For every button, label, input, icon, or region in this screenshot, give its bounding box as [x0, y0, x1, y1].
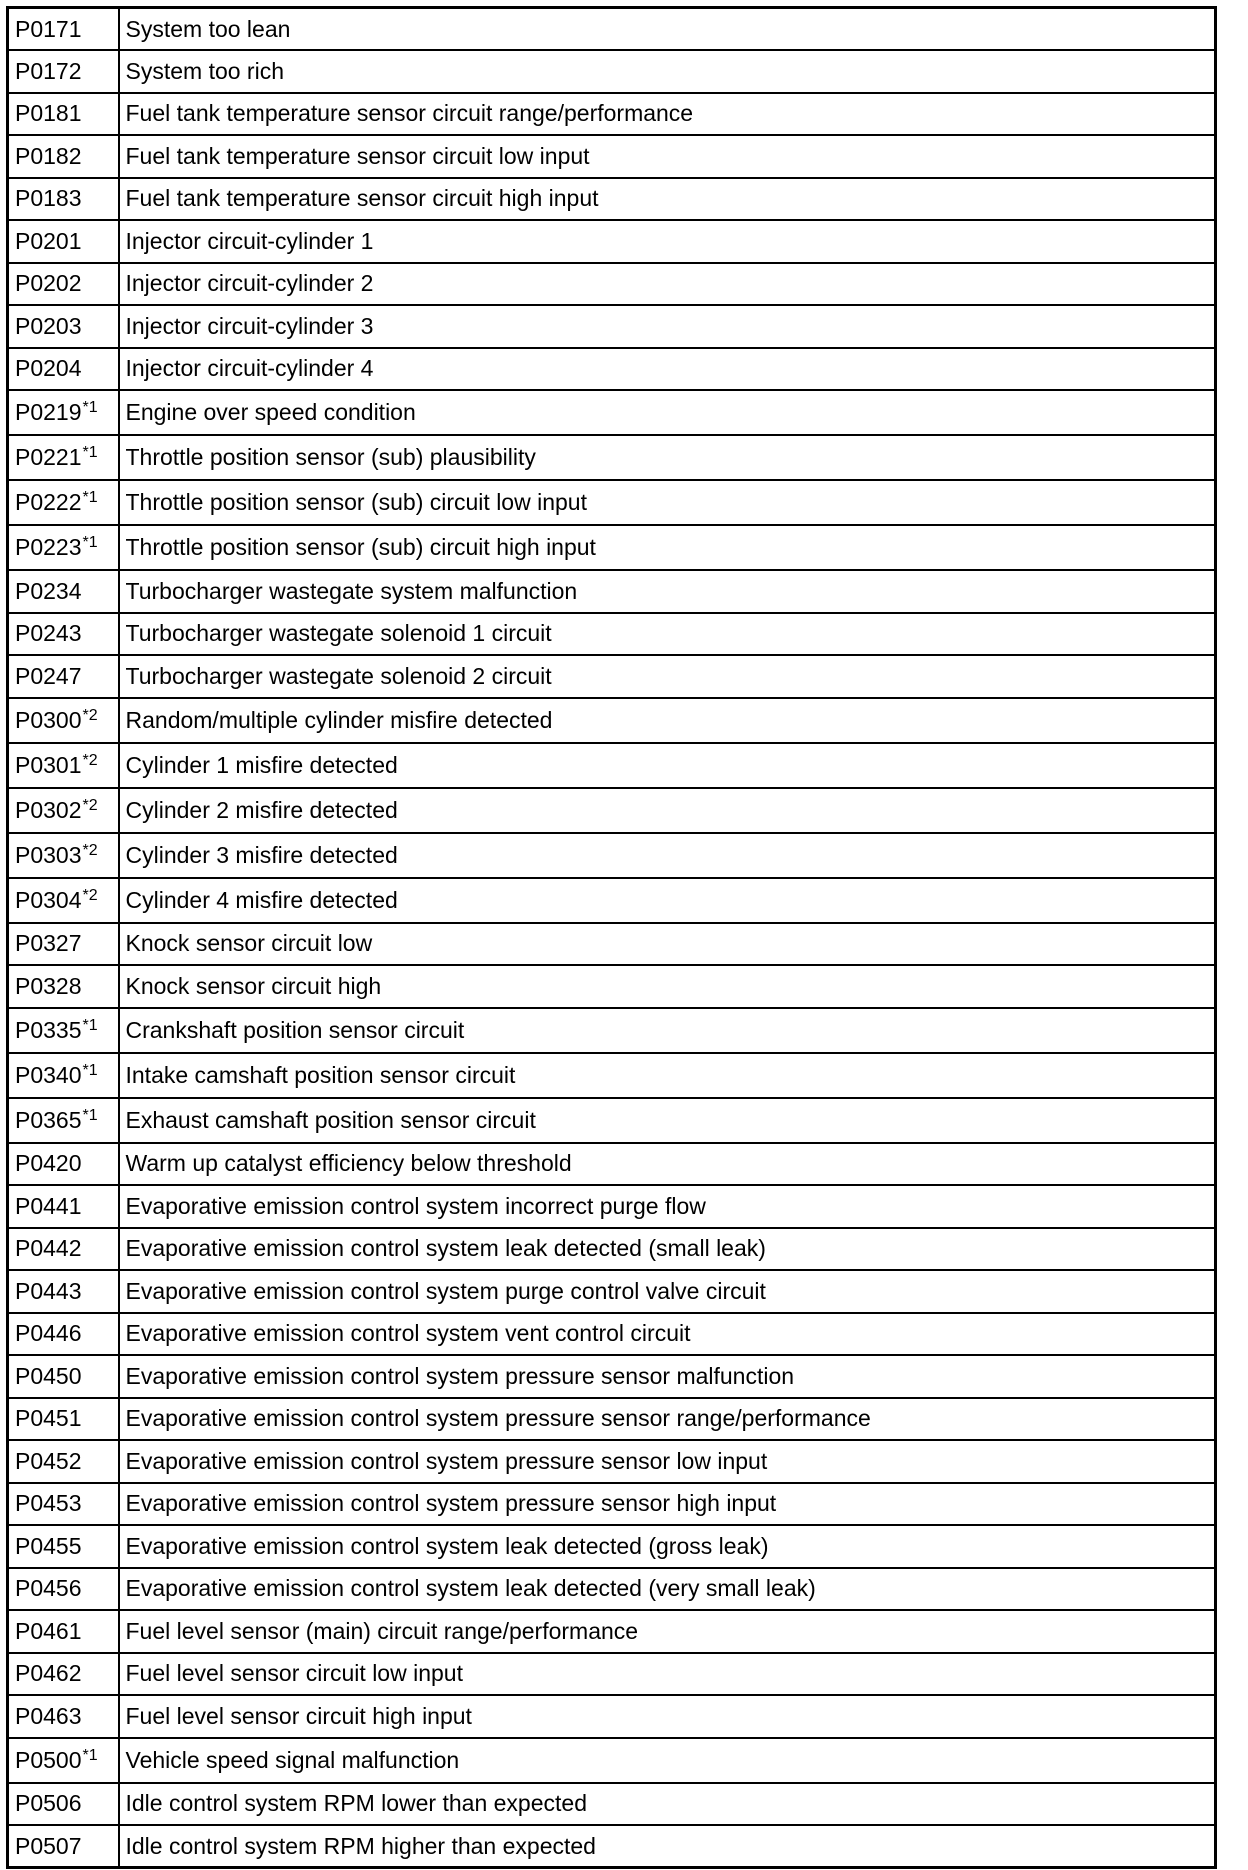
table-row	[8, 965, 1216, 1008]
dtc-code: P0500	[15, 1746, 82, 1773]
dtc-code-cell	[8, 743, 119, 788]
footnote-marker: *1	[82, 489, 98, 506]
dtc-code-cell	[8, 570, 119, 613]
dtc-description: Evaporative emission control system purge control valve circuit	[119, 1270, 1216, 1313]
dtc-table	[6, 6, 1217, 1869]
footnote-marker: *1	[82, 1016, 98, 1034]
dtc-code: P0221	[15, 444, 82, 470]
dtc-description: Intake camshaft position sensor circuit	[119, 1053, 1216, 1098]
dtc-code: P0201	[15, 227, 82, 254]
dtc-code-cell	[8, 1228, 119, 1271]
table-row	[8, 1270, 1216, 1313]
dtc-code: P0203	[15, 312, 82, 339]
dtc-code-cell	[8, 305, 119, 348]
dtc-code-cell	[8, 1008, 119, 1053]
footnote-marker: *2	[82, 886, 98, 904]
dtc-code-cell	[8, 1568, 119, 1611]
dtc-description: Cylinder 1 misfire detected	[119, 743, 1216, 788]
footnote-marker: *1	[82, 444, 98, 461]
dtc-code: P0462	[15, 1660, 82, 1687]
table-row	[8, 1313, 1216, 1356]
table-row	[8, 305, 1216, 348]
table-row	[8, 435, 1216, 480]
footnote-marker: *1	[82, 534, 98, 551]
dtc-code: P0247	[15, 662, 82, 689]
dtc-description: Fuel level sensor circuit high input	[119, 1695, 1216, 1738]
table-row	[8, 1568, 1216, 1611]
dtc-code: P0304	[15, 886, 82, 913]
footnote-marker: *2	[82, 796, 98, 814]
dtc-code-cell	[8, 833, 119, 878]
dtc-code-cell	[8, 1483, 119, 1526]
dtc-code: P0181	[15, 100, 82, 127]
dtc-code-cell	[8, 8, 119, 51]
dtc-code-cell	[8, 135, 119, 178]
footnote-marker: *1	[82, 1106, 98, 1124]
dtc-description: Throttle position sensor (sub) circuit low input	[119, 480, 1216, 525]
dtc-description: Exhaust camshaft position sensor circuit	[119, 1098, 1216, 1143]
dtc-code-cell	[8, 1313, 119, 1356]
dtc-code: P0365	[15, 1106, 82, 1133]
dtc-description: Turbocharger wastegate solenoid 2 circuit	[119, 655, 1216, 698]
dtc-description: Turbocharger wastegate system malfunction	[119, 570, 1216, 613]
table-row	[8, 1825, 1216, 1868]
dtc-code: P0219	[15, 399, 82, 425]
dtc-code-cell	[8, 348, 119, 391]
dtc-code-cell	[8, 480, 119, 525]
dtc-code: P0234	[15, 577, 82, 604]
table-row	[8, 1738, 1216, 1783]
dtc-code: P0456	[15, 1575, 82, 1602]
dtc-code-cell	[8, 1270, 119, 1313]
dtc-code: P0171	[15, 15, 82, 42]
table-row	[8, 263, 1216, 306]
dtc-code-cell	[8, 390, 119, 435]
dtc-code: P0506	[15, 1790, 82, 1817]
table-row	[8, 220, 1216, 263]
dtc-description: Cylinder 4 misfire detected	[119, 878, 1216, 923]
dtc-code: P0182	[15, 142, 82, 169]
dtc-description: Vehicle speed signal malfunction	[119, 1738, 1216, 1783]
dtc-code-cell	[8, 50, 119, 93]
table-row	[8, 1440, 1216, 1483]
dtc-description: Crankshaft position sensor circuit	[119, 1008, 1216, 1053]
dtc-description: Evaporative emission control system leak detected (small leak)	[119, 1228, 1216, 1271]
table-row	[8, 1398, 1216, 1441]
table-row	[8, 1783, 1216, 1826]
dtc-code-cell	[8, 788, 119, 833]
table-row	[8, 1098, 1216, 1143]
footnote-marker: *2	[82, 706, 98, 724]
dtc-code-cell	[8, 613, 119, 656]
dtc-description: Idle control system RPM lower than expected	[119, 1783, 1216, 1826]
table-row	[8, 525, 1216, 570]
table-row	[8, 1483, 1216, 1526]
dtc-code: P0443	[15, 1277, 82, 1304]
dtc-description: Evaporative emission control system incorrect purge flow	[119, 1185, 1216, 1228]
footnote-marker: *2	[82, 751, 98, 769]
dtc-code: P0335	[15, 1016, 82, 1043]
dtc-description: Fuel tank temperature sensor circuit high input	[119, 178, 1216, 221]
dtc-description: Injector circuit-cylinder 2	[119, 263, 1216, 306]
dtc-description: Evaporative emission control system leak detected (very small leak)	[119, 1568, 1216, 1611]
dtc-code: P0204	[15, 355, 82, 382]
dtc-description: Turbocharger wastegate solenoid 1 circuit	[119, 613, 1216, 656]
table-row	[8, 93, 1216, 136]
dtc-code: P0461	[15, 1617, 82, 1644]
dtc-code-cell	[8, 965, 119, 1008]
dtc-description: Fuel level sensor (main) circuit range/performance	[119, 1610, 1216, 1653]
dtc-code-cell	[8, 93, 119, 136]
table-row	[8, 788, 1216, 833]
dtc-code-cell	[8, 1053, 119, 1098]
dtc-code-cell	[8, 698, 119, 743]
dtc-code-cell	[8, 435, 119, 480]
dtc-description: Knock sensor circuit high	[119, 965, 1216, 1008]
dtc-code: P0340	[15, 1061, 82, 1088]
dtc-code-cell	[8, 1355, 119, 1398]
table-row	[8, 1653, 1216, 1696]
table-row	[8, 1228, 1216, 1271]
dtc-code: P0453	[15, 1490, 82, 1517]
dtc-code-cell	[8, 1825, 119, 1868]
table-row	[8, 698, 1216, 743]
dtc-code-cell	[8, 1653, 119, 1696]
dtc-description: Throttle position sensor (sub) plausibility	[119, 435, 1216, 480]
dtc-description: Injector circuit-cylinder 4	[119, 348, 1216, 391]
dtc-code: P0172	[15, 57, 82, 84]
table-row	[8, 1143, 1216, 1186]
table-row	[8, 1525, 1216, 1568]
table-row	[8, 655, 1216, 698]
dtc-code: P0450	[15, 1362, 82, 1389]
table-row	[8, 1185, 1216, 1228]
dtc-description: Fuel level sensor circuit low input	[119, 1653, 1216, 1696]
dtc-description: Fuel tank temperature sensor circuit low input	[119, 135, 1216, 178]
dtc-code-cell	[8, 1185, 119, 1228]
dtc-description: Injector circuit-cylinder 1	[119, 220, 1216, 263]
dtc-description: Evaporative emission control system pressure sensor range/performance	[119, 1398, 1216, 1441]
dtc-description: Injector circuit-cylinder 3	[119, 305, 1216, 348]
dtc-code-cell	[8, 923, 119, 966]
dtc-code: P0243	[15, 620, 82, 647]
dtc-code-cell	[8, 1440, 119, 1483]
table-row	[8, 743, 1216, 788]
dtc-code: P0463	[15, 1702, 82, 1729]
table-row	[8, 613, 1216, 656]
dtc-code-cell	[8, 1695, 119, 1738]
dtc-code: P0507	[15, 1832, 82, 1859]
footnote-marker: *1	[82, 1061, 98, 1079]
dtc-code: P0328	[15, 972, 82, 999]
footnote-marker: *1	[82, 1746, 98, 1764]
dtc-description: Evaporative emission control system pressure sensor malfunction	[119, 1355, 1216, 1398]
dtc-description: System too lean	[119, 8, 1216, 51]
dtc-code: P0446	[15, 1320, 82, 1347]
dtc-code: P0222	[15, 489, 82, 515]
dtc-description: Knock sensor circuit low	[119, 923, 1216, 966]
table-row	[8, 1053, 1216, 1098]
dtc-description: System too rich	[119, 50, 1216, 93]
dtc-code-cell	[8, 263, 119, 306]
table-row	[8, 570, 1216, 613]
footnote-marker: *2	[82, 841, 98, 859]
table-row	[8, 50, 1216, 93]
dtc-description: Random/multiple cylinder misfire detected	[119, 698, 1216, 743]
dtc-code-cell	[8, 178, 119, 221]
dtc-code-cell	[8, 655, 119, 698]
dtc-code: P0301	[15, 751, 82, 778]
dtc-description: Fuel tank temperature sensor circuit range/performance	[119, 93, 1216, 136]
dtc-description: Throttle position sensor (sub) circuit high input	[119, 525, 1216, 570]
dtc-code-cell	[8, 1783, 119, 1826]
dtc-code-cell	[8, 1098, 119, 1143]
dtc-description: Warm up catalyst efficiency below threshold	[119, 1143, 1216, 1186]
footnote-marker: *1	[82, 399, 98, 416]
dtc-code: P0451	[15, 1405, 82, 1432]
dtc-code-cell	[8, 220, 119, 263]
dtc-code: P0452	[15, 1447, 82, 1474]
table-row	[8, 1610, 1216, 1653]
dtc-description: Evaporative emission control system pressure sensor high input	[119, 1483, 1216, 1526]
dtc-code: P0202	[15, 270, 82, 297]
table-row	[8, 390, 1216, 435]
dtc-code: P0420	[15, 1150, 82, 1177]
dtc-code: P0303	[15, 841, 82, 868]
dtc-code: P0442	[15, 1235, 82, 1262]
dtc-code: P0441	[15, 1192, 82, 1219]
dtc-code: P0223	[15, 534, 82, 560]
dtc-description: Cylinder 2 misfire detected	[119, 788, 1216, 833]
dtc-description: Idle control system RPM higher than expected	[119, 1825, 1216, 1868]
dtc-description: Cylinder 3 misfire detected	[119, 833, 1216, 878]
table-row	[8, 878, 1216, 923]
dtc-code: P0300	[15, 706, 82, 733]
dtc-description: Evaporative emission control system leak detected (gross leak)	[119, 1525, 1216, 1568]
table-row	[8, 178, 1216, 221]
table-row	[8, 8, 1216, 51]
table-row	[8, 923, 1216, 966]
dtc-code-cell	[8, 1525, 119, 1568]
dtc-code: P0183	[15, 185, 82, 212]
dtc-code-cell	[8, 878, 119, 923]
table-row	[8, 1695, 1216, 1738]
dtc-code-cell	[8, 1610, 119, 1653]
dtc-description: Evaporative emission control system pressure sensor low input	[119, 1440, 1216, 1483]
table-row	[8, 1355, 1216, 1398]
table-row	[8, 348, 1216, 391]
dtc-code: P0327	[15, 930, 82, 957]
dtc-description: Evaporative emission control system vent control circuit	[119, 1313, 1216, 1356]
table-row	[8, 1008, 1216, 1053]
table-row	[8, 833, 1216, 878]
dtc-code: P0455	[15, 1532, 82, 1559]
dtc-code: P0302	[15, 796, 82, 823]
dtc-code-cell	[8, 1143, 119, 1186]
dtc-code-cell	[8, 525, 119, 570]
dtc-table-body	[8, 8, 1216, 1868]
dtc-code-cell	[8, 1738, 119, 1783]
dtc-code-cell	[8, 1398, 119, 1441]
table-row	[8, 135, 1216, 178]
dtc-description: Engine over speed condition	[119, 390, 1216, 435]
table-row	[8, 480, 1216, 525]
